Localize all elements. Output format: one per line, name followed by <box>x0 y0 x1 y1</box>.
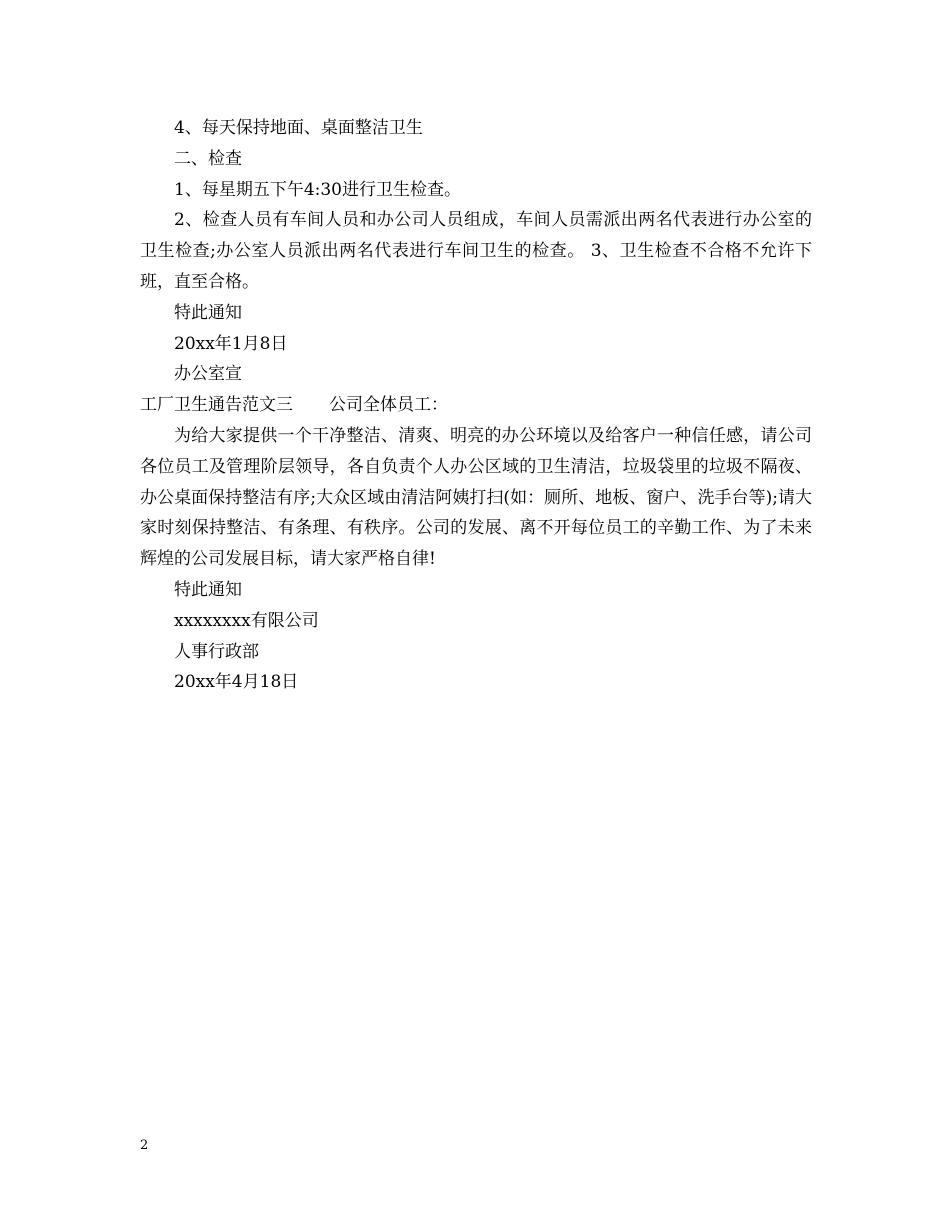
notice-date-2: 20xx年4月18日 <box>174 672 299 693</box>
department-name: 人事行政部 <box>174 641 259 662</box>
notice-closing-2: 特此通知 <box>174 579 242 600</box>
company-name: xxxxxxxx有限公司 <box>174 610 319 631</box>
list-item-inspection-time: 1、每星期五下午4:30进行卫生检查。 <box>174 179 461 200</box>
notice-date: 20xx年1月8日 <box>174 333 288 354</box>
document-body <box>140 113 812 698</box>
notice-closing: 特此通知 <box>174 302 242 323</box>
sample-title: 工厂卫生通告范文三 <box>140 395 293 416</box>
list-item-keep-clean: 4、每天保持地面、桌面整洁卫生 <box>174 118 423 138</box>
list-item-inspection-staff: 2、检查人员有车间人员和办公司人员组成，车间人员需派出两名代表进行办公室的卫生检查;办公室人员派出两名代表进行车间卫生的检查。 3、卫生检查不合格不允许下班，直至合格。 <box>140 210 812 292</box>
notice-issuer: 办公室宣 <box>174 364 242 385</box>
notice-body-paragraph: 为给大家提供一个干净整洁、清爽、明亮的办公环境以及给客户一种信任感，请公司各位员工及管理阶层领导，各自负责个人办公区域的卫生清洁，垃圾袋里的垃圾不隔夜、办公桌面保持整洁有序;大众区域由清洁阿姨打扫(如：厕所、地板、窗户、洗手台等);请大家时刻保持整洁、有条理、有秩序。公司的发展、离不开每位员工的辛勤工作、为了未来辉煌的公司发展目标，请大家严格自律! <box>140 425 812 570</box>
sample-addressee: 公司全体员工： <box>329 395 448 416</box>
page-number: 2 <box>140 1138 149 1153</box>
sample-heading-line <box>140 390 812 421</box>
section-heading-inspection: 二、检查 <box>174 148 242 169</box>
